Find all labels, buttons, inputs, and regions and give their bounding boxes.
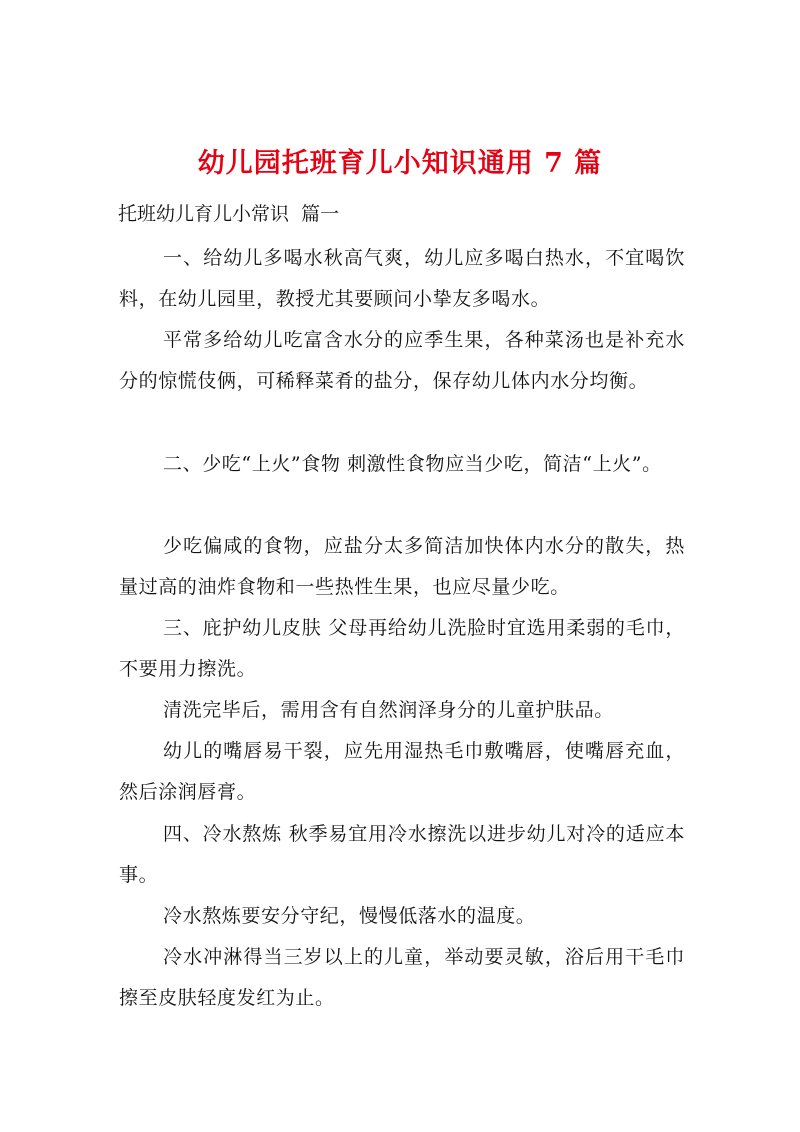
paragraph-2: 平常多给幼儿吃富含水分的应季生果，各种菜汤也是补充水分的惊慌伎俩，可稀释菜肴的盐分，保存幼儿体内水分均衡。 [119, 329, 685, 392]
document-title: 幼儿园托班育儿小知识通用 7 篇 [197, 148, 603, 180]
paragraph-1: 一、给幼儿多喝水秋高气爽，幼儿应多喝白热水，不宜喝饮料，在幼儿园里，教授尤其要顾问小挚友多喝水。 [119, 247, 685, 310]
paragraph-4: 少吃偏咸的食物，应盐分太多简洁加快体内水分的散失，热量过高的油炸食物和一些热性生果，也应尽量少吃。 [119, 535, 685, 598]
paragraph-3: 二、少吃“上火”食物 刺激性食物应当少吃，简洁“上火”。 [163, 453, 662, 475]
paragraph-6: 清洗完毕后，需用含有自然润泽身分的儿童护肤品。 [163, 699, 614, 721]
paragraph-7: 幼儿的嘴唇易干裂，应先用湿热毛巾敷嘴唇，使嘴唇充血，然后涂润唇膏。 [119, 740, 685, 803]
section-heading: 托班幼儿育儿小常识 篇一 [118, 203, 340, 225]
paragraph-9: 冷水熬炼要安分守纪，慢慢低落水的温度。 [163, 905, 536, 927]
paragraph-10: 冷水冲淋得当三岁以上的儿童，举动要灵敏，浴后用干毛巾擦至皮肤轻度发红为止。 [119, 946, 685, 1009]
paragraph-5: 三、庇护幼儿皮肤 父母再给幼儿洗脸时宜选用柔弱的毛巾，不要用力擦洗。 [119, 617, 685, 680]
paragraph-8: 四、冷水熬炼 秋季易宜用冷水擦洗以进步幼儿对冷的适应本事。 [119, 823, 685, 886]
